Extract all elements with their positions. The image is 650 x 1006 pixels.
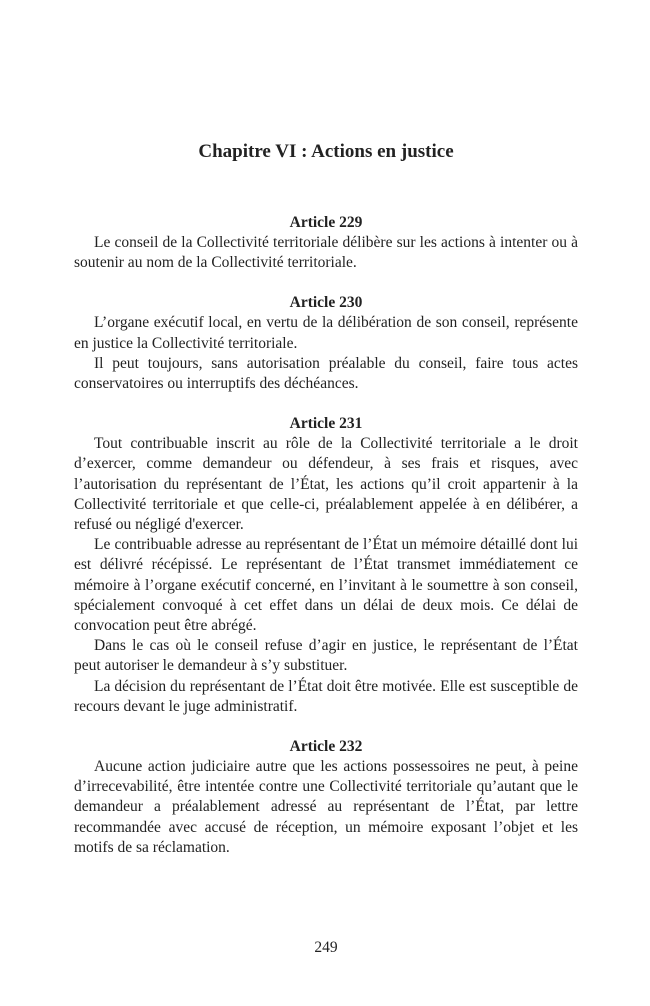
article-paragraph: L’organe exécutif local, en vertu de la délibération de son conseil, représente en justice la Collectivité territoriale.	[74, 314, 578, 352]
article-paragraph: Le contribuable adresse au représentant de l’État un mémoire détaillé dont lui est délivré récépissé. Le représentant de l’État transmet immédiatement ce mémoire à l’organe exécutif concerné, en l’invitant à le soumettre à son conseil, spécialement convoqué à cet effet dans un délai de deux mois. Ce délai de convocation peut être abrégé.	[74, 536, 578, 635]
articles-container	[74, 213, 578, 878]
article-paragraph: Aucune action judiciaire autre que les actions possessoires ne peut, à peine d’irrecevabilité, être intentée contre une Collectivité territoriale qu’autant que le demandeur a préalablement adressé au représentant de l’État, par lettre recommandée avec accusé de réception, un mémoire exposant l’objet et les motifs de sa réclamation.	[74, 758, 578, 856]
chapter-title: Chapitre VI : Actions en justice	[198, 141, 454, 162]
article-232	[74, 737, 578, 858]
article-paragraph: Le conseil de la Collectivité territoriale délibère sur les actions à intenter ou à soutenir au nom de la Collectivité territoriale.	[74, 234, 578, 272]
article-heading: Article 229	[289, 214, 363, 231]
article-paragraph: Tout contribuable inscrit au rôle de la Collectivité territoriale a le droit d’exercer, comme demandeur ou défendeur, à ses frais et risques, avec l’autorisation du représentant de l’État, les actions qu’il croit appartenir à la Collectivité territoriale et que celle-ci, préalablement appelée à en délibérer, a refusé ou négligé d'exercer.	[74, 435, 578, 534]
article-paragraph: Il peut toujours, sans autorisation préalable du conseil, faire tous actes conservatoires ou interruptifs des déchéances.	[74, 354, 578, 393]
article-heading: Article 230	[289, 294, 363, 312]
article-229	[74, 213, 578, 273]
document-page	[74, 0, 578, 1006]
article-230	[74, 293, 578, 394]
article-heading: Article 231	[289, 415, 363, 433]
article-231	[74, 414, 578, 717]
page-number: 249	[314, 939, 338, 956]
article-heading: Article 232	[289, 738, 363, 756]
article-paragraph: Dans le cas où le conseil refuse d’agir en justice, le représentant de l’État peut autoriser le demandeur à s’y substituer.	[74, 637, 578, 675]
article-paragraph: La décision du représentant de l’État doit être motivée. Elle est susceptible de recours devant le juge administratif.	[74, 677, 578, 715]
